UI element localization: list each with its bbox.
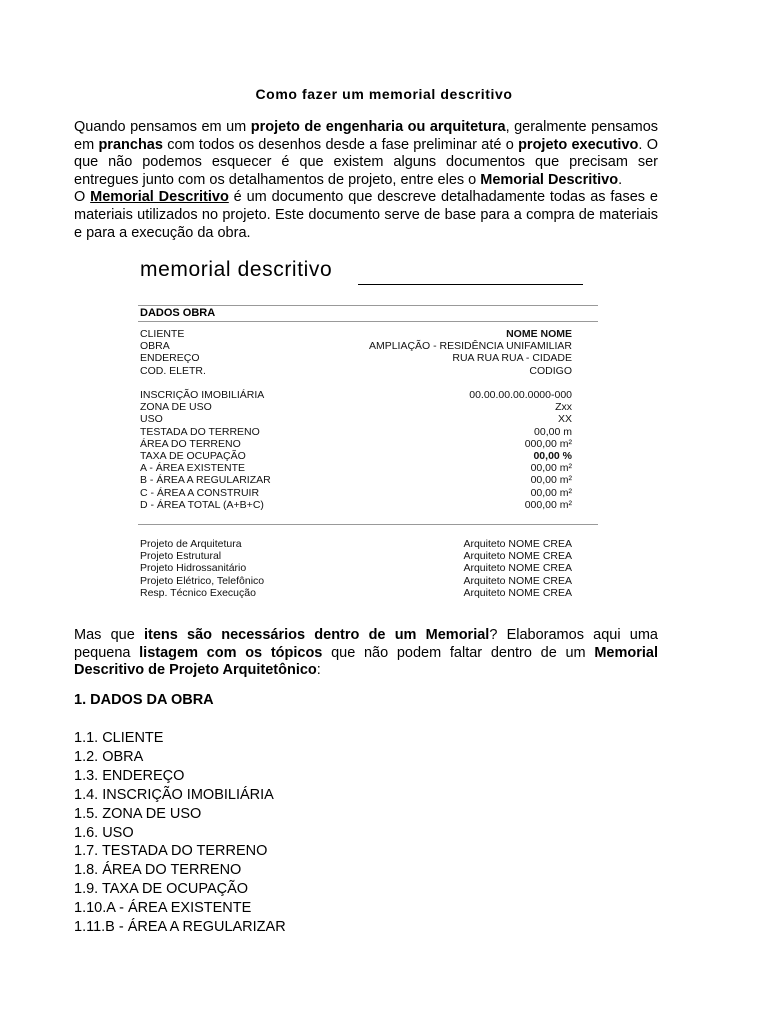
form-row-label: A - ÁREA EXISTENTE [140,462,246,475]
text-run: . [618,171,623,188]
form-row [140,413,572,425]
topic-item: 1.5. ZONA DE USO [74,805,202,822]
form-row-label: Projeto Elétrico, Telefônico [140,574,265,587]
form-row-value: 00,00 m² [530,486,572,499]
text-run: . O que não podemos esquecer é que existem alguns documentos que precisam ser entregues junto com os detalhamentos de projeto, entre eles o [74,136,658,188]
form-row [140,389,572,401]
topic-item: 1.1. CLIENTE [74,730,164,746]
form-row [140,365,572,377]
form-group-obra [140,328,572,377]
memorial-form-image [138,258,598,608]
form-row-value: Arquiteto NOME CREA [463,574,572,587]
form-row-value: AMPLIAÇÃO - RESIDÊNCIA UNIFAMILIAR [368,340,572,353]
form-row [140,462,572,474]
form-row-label: Projeto Hidrossanitário [140,562,247,575]
form-row [140,538,572,550]
form-divider [138,524,598,525]
form-row [140,401,572,413]
form-row [140,575,572,587]
form-row-label: INSCRIÇÃO IMOBILIÁRIA [140,389,265,401]
topic-item: 1.2. OBRA [74,748,144,765]
form-row [140,487,572,499]
text-run: Quando pensamos em um [74,119,247,135]
form-row-value: 000,00 m² [524,437,572,450]
topic-item: 1.11.B - ÁREA A REGULARIZAR [74,919,286,936]
topic-item: 1.4. INSCRIÇÃO IMOBILIÁRIA [74,786,274,803]
form-row-value: RUA RUA RUA - CIDADE [452,352,572,365]
form-row-value: Arquiteto NOME CREA [463,586,572,599]
form-row [140,474,572,486]
text-run: Mas que [74,627,135,643]
form-row [140,587,572,599]
form-divider [138,305,598,306]
form-row [140,438,572,450]
form-row-value: XX [557,413,572,426]
form-row-label: ENDEREÇO [140,352,200,365]
form-row-value: 00.00.00.00.0000-000 [469,389,572,401]
form-row-value: NOME NOME [506,328,572,340]
form-heading-underline [358,284,583,285]
form-row [140,426,572,438]
form-row [140,450,572,462]
form-row-label: D - ÁREA TOTAL (A+B+C) [140,498,264,511]
form-row-label: Projeto de Arquitetura [140,538,242,550]
form-row [140,499,572,511]
form-row-value: Arquiteto NOME CREA [463,550,572,563]
memorial-descritivo-link[interactable]: Memorial Descritivo [90,189,229,206]
form-row-value: 00,00 % [533,449,572,462]
bold-term: projeto de engenharia ou arquitetura [250,119,506,135]
form-row-label: C - ÁREA A CONSTRUIR [140,486,260,499]
section-heading: 1. DADOS DA OBRA [74,692,214,708]
form-row-value: 00,00 m² [530,462,572,475]
form-row-label: Resp. Técnico Execução [140,586,256,599]
topic-item: 1.10.A - ÁREA EXISTENTE [74,900,252,917]
form-row-value: CODIGO [529,364,572,377]
bold-term: listagem com os tópicos [139,644,323,661]
topic-item: 1.8. ÁREA DO TERRENO [74,862,242,879]
text-run: : [316,662,321,679]
form-row-label: COD. ELETR. [140,364,206,377]
bold-term: itens são necessários dentro de um Memorial [144,627,490,643]
form-row-value: 000,00 m² [524,498,572,511]
form-section-title: DADOS OBRA [140,307,216,319]
topic-item: 1.6. USO [74,824,134,841]
topic-item: 1.7. TESTADA DO TERRENO [74,843,268,860]
form-row-label: USO [140,413,163,426]
text-run: O [74,189,86,206]
form-row-value: Zxx [555,401,572,414]
text-run: ? Elaboramos aqui uma pequena [74,627,658,661]
form-row-label: CLIENTE [140,328,185,340]
form-row-label: TESTADA DO TERRENO [140,425,260,438]
text-run: é um documento que descreve detalhadamente todas as fases e materiais utilizados no projeto. Este documento serve de base para a compra de materiais e para a execução da obra. [74,189,658,241]
form-row-label: Projeto Estrutural [140,550,222,563]
form-group-terreno [140,389,572,511]
form-heading: memorial descritivo [140,258,333,281]
form-row-label: ZONA DE USO [140,401,212,414]
intro-paragraph-2 [74,189,658,242]
form-row-label: B - ÁREA A REGULARIZAR [140,474,271,487]
bold-term: Memorial Descritivo de Projeto Arquitetônico [74,644,658,679]
page-title: Como fazer um memorial descritivo [255,86,513,102]
form-row-label: ÁREA DO TERRENO [140,437,241,450]
text-run: , geralmente pensamos em [74,119,659,153]
intro-text [74,119,658,242]
form-row [140,340,572,352]
form-divider [138,321,598,322]
bold-term: projeto executivo [518,136,639,153]
form-row-label: TAXA DE OCUPAÇÃO [140,449,246,462]
form-row-value: 00,00 m [534,425,572,438]
form-row-value: 00,00 m² [530,474,572,487]
form-row-label: OBRA [140,340,170,353]
form-row-value: Arquiteto NOME CREA [463,538,572,550]
form-row [140,352,572,364]
intro-paragraph-1 [74,119,658,189]
form-group-responsaveis [140,538,572,599]
form-row [140,562,572,574]
items-paragraph [74,627,658,680]
topic-item: 1.3. ENDEREÇO [74,767,185,784]
form-row [140,550,572,562]
topic-list [74,729,286,937]
text-run: que não podem faltar dentro de um [322,644,586,661]
form-row [140,328,572,340]
form-row-value: Arquiteto NOME CREA [463,562,572,575]
bold-term: Memorial Descritivo [480,171,619,188]
bold-term: pranchas [98,136,163,153]
topic-item: 1.9. TAXA DE OCUPAÇÃO [74,881,249,898]
text-run: com todos os desenhos desde a fase preliminar até o [162,136,514,153]
